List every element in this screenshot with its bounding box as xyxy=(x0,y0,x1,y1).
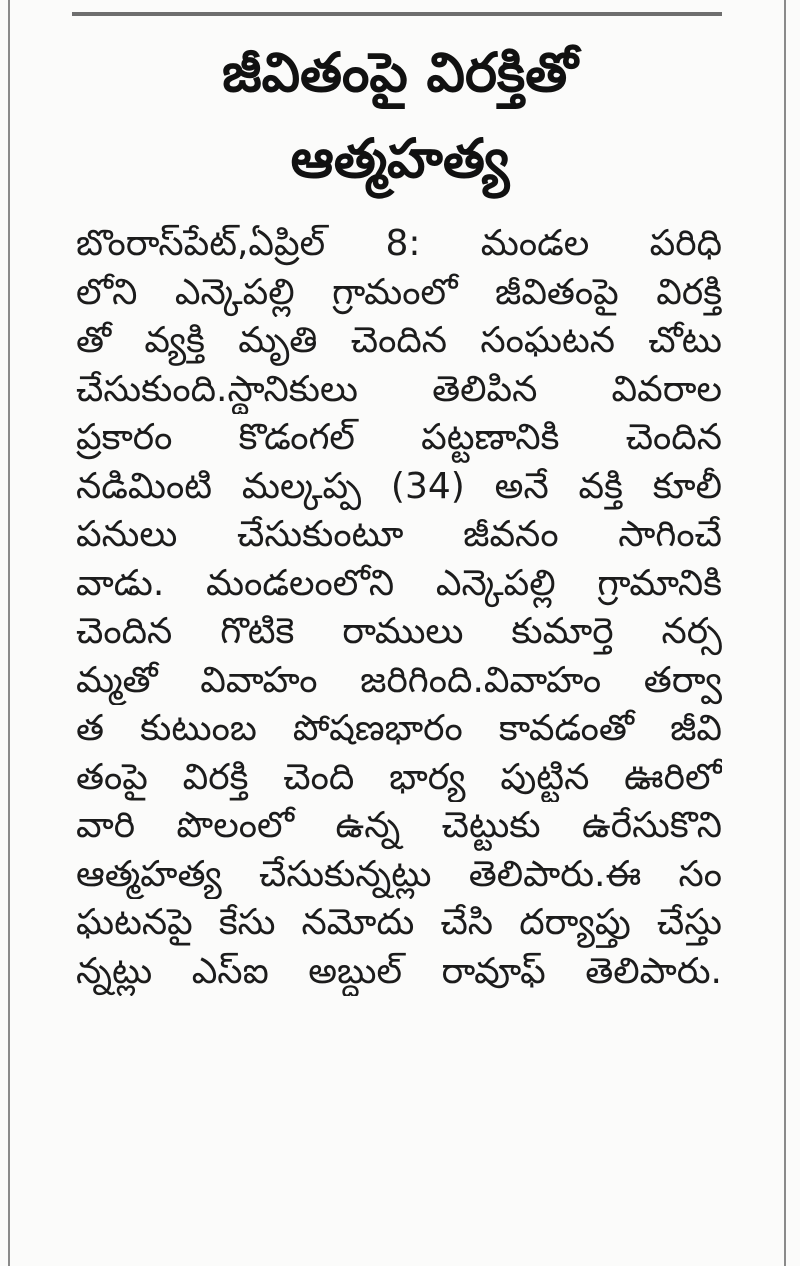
body-line: బొంరాస్‌పేట్,ఏప్రిల్ 8: మండల పరిధి xyxy=(76,223,722,264)
article-body xyxy=(76,220,722,996)
headline xyxy=(40,30,760,202)
body-line: నడిమింటి మల్కప్ప (34) అనే వక్తి కూలీ xyxy=(76,465,722,507)
body-line: న్నట్లు ఎస్ఐ అబ్దుల్ రావూఫ్ తెలిపారు. xyxy=(76,950,722,992)
left-border-line xyxy=(8,0,10,1266)
body-line: త కుటుంబ పోషణభారం కావడంతో జీవి xyxy=(76,708,722,749)
body-line: తంపై విరక్తి చెంది భార్య పుట్టిన ఊరిలో xyxy=(76,756,722,798)
body-line: మ్మతో వివాహం జరిగింది.వివాహం తర్వా xyxy=(76,659,722,701)
body-line: లోని ఎన్కెపల్లి గ్రామంలో జీవితంపై విరక్తి xyxy=(76,271,722,313)
body-line: చేసుకుంది.స్థానికులు తెలిపిన వివరాల xyxy=(76,368,722,410)
body-line: వారి పొలంలో ఉన్న చెట్టుకు ఉరేసుకొని xyxy=(76,805,722,846)
top-rule-line xyxy=(72,12,722,16)
right-border-line xyxy=(784,0,786,1266)
body-line: పనులు చేసుకుంటూ జీవనం సాగించే xyxy=(76,514,722,555)
body-line: ఆత్మహత్య చేసుకున్నట్లు తెలిపారు.ఈ సం xyxy=(76,853,722,895)
body-line: తో వ్యక్తి మృతి చెందిన సంఘటన చోటు xyxy=(76,320,722,361)
body-line: వాడు. మండలంలోని ఎన్కెపల్లి గ్రామానికి xyxy=(76,562,722,604)
body-line: ప్రకారం కొడంగల్ పట్టణానికి చెందిన xyxy=(76,417,722,458)
body-line: చెందిన గొటికె రాములు కుమార్తె నర్స xyxy=(76,611,722,652)
headline-line-2: ఆత్మహత్య xyxy=(290,127,510,190)
headline-line-1: జీవితంపై విరక్తితో xyxy=(222,41,578,104)
body-line: ఘటనపై కేసు నమోదు చేసి దర్యాప్తు చేస్తు xyxy=(76,902,722,943)
